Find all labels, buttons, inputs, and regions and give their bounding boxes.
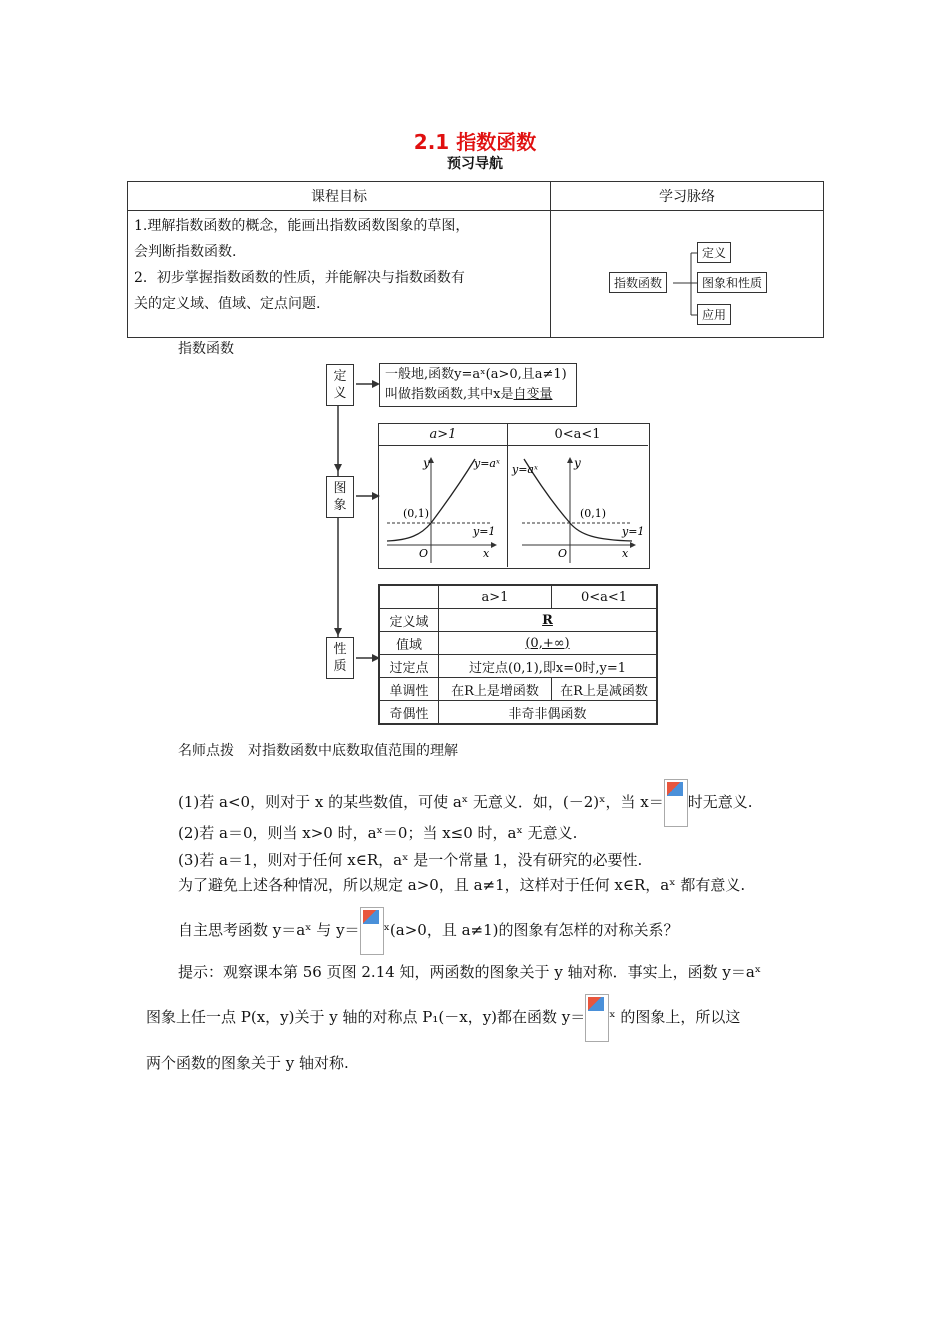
hint-line-1: 提示：观察课本第 56 页图 2.14 知，两函数的图象关于 y 轴对称．事实上，函数 y＝aˣ [178,963,762,981]
tips-p1: (1)若 a<0，则对于 x 的某些数值，可使 aˣ 无意义．如，(－2)ˣ，当 x＝ 时无意义. [178,779,753,827]
prop-value: (0,+∞) [525,635,570,651]
prop-header-left: a>1 [439,586,552,609]
prop-header-right: 0<a<1 [552,586,657,609]
prop-value-right: 在R上是减函数 [552,678,657,701]
prop-name: 单调性 [380,678,439,701]
curve-label-left: y=aˣ [474,457,500,470]
x-axis-label-right: x [622,547,629,560]
prop-value: 非奇非偶函数 [439,701,657,724]
prop-value-left: 在R上是增函数 [439,678,552,701]
prop-name: 过定点 [380,655,439,678]
prop-value: 过定点(0,1),即x=0时,y=1 [439,655,657,678]
hint-line-2: 图象上任一点 P(x，y)关于 y 轴的对称点 P₁(－x，y)都在函数 y＝ ˣ 的图象上，所以这 [146,994,740,1042]
think-question: 自主思考函数 y＝aˣ 与 y＝ ˣ(a>0，且 a≠1)的图象有怎样的对称关系？ [178,907,679,955]
page-title: 2.1 指数函数 [413,130,537,154]
prop-value: R [542,612,553,628]
y-axis-label-right: y [574,456,581,470]
prop-name: 值域 [380,632,439,655]
graph-header-right: 0<a<1 [507,424,648,446]
goal-text: 1.理解指数函数的概念，能画出指数函数图象的草图， 会判断指数函数. 2．初步掌握指数函数的性质，并能解决与指数函数有 关的定义域、值域、定点问题. [128,211,551,338]
label-properties: 性 质 [326,637,354,679]
tips-p3: (3)若 a＝1，则对于任何 x∈R，aˣ 是一个常量 1，没有研究的必要性. [178,851,643,869]
mindmap [551,211,824,338]
answer-variable: 自变量 [513,387,553,402]
x-axis-label-left: x [483,547,490,560]
point-label-left: (0,1) [403,507,430,520]
y-axis-label-left: y [423,456,430,470]
curve-label-right: y=aˣ [512,463,538,476]
hint-line-3: 两个函数的图象关于 y 轴对称. [146,1054,349,1072]
prop-name: 定义域 [380,609,439,632]
page-subtitle: 预习导航 [447,156,503,172]
tips-p4: 为了避免上述各种情况，所以规定 a>0，且 a≠1，这样对于任何 x∈R，aˣ 都有意义. [178,876,746,894]
image-placeholder-icon [585,994,609,1042]
graph-box [378,423,650,569]
goal-table [127,181,824,338]
mindmap-node-graph: 图象和性质 [697,272,767,293]
definition-box: 一般地,函数y=aˣ(a>0,且a≠1) 叫做指数函数,其中x是自变量 [379,363,577,407]
image-placeholder-icon [664,779,688,827]
mindmap-node-definition: 定义 [697,242,731,263]
label-definition: 定 义 [326,364,354,406]
goal-header: 课程目标 [128,182,551,211]
origin-left: O [419,547,429,560]
label-graph: 图 象 [326,476,354,518]
point-label-right: (0,1) [580,507,607,520]
graph-decreasing [508,445,649,567]
tips-p2: (2)若 a＝0，则当 x>0 时，aˣ＝0；当 x≤0 时，aˣ 无意义. [178,824,578,842]
graph-increasing [379,445,507,567]
asym-label-right: y=1 [622,525,645,538]
image-placeholder-icon [360,907,384,955]
section-heading: 指数函数 [178,341,234,357]
mindmap-root: 指数函数 [609,272,667,293]
origin-right: O [558,547,568,560]
mindmap-node-application: 应用 [697,304,731,325]
graph-header-left: a>1 [379,424,508,446]
tips-heading: 名师点拨 对指数函数中底数取值范围的理解 [178,743,458,759]
prop-name: 奇偶性 [380,701,439,724]
context-header: 学习脉络 [551,182,824,211]
properties-table [378,584,658,725]
asym-label-left: y=1 [473,525,496,538]
